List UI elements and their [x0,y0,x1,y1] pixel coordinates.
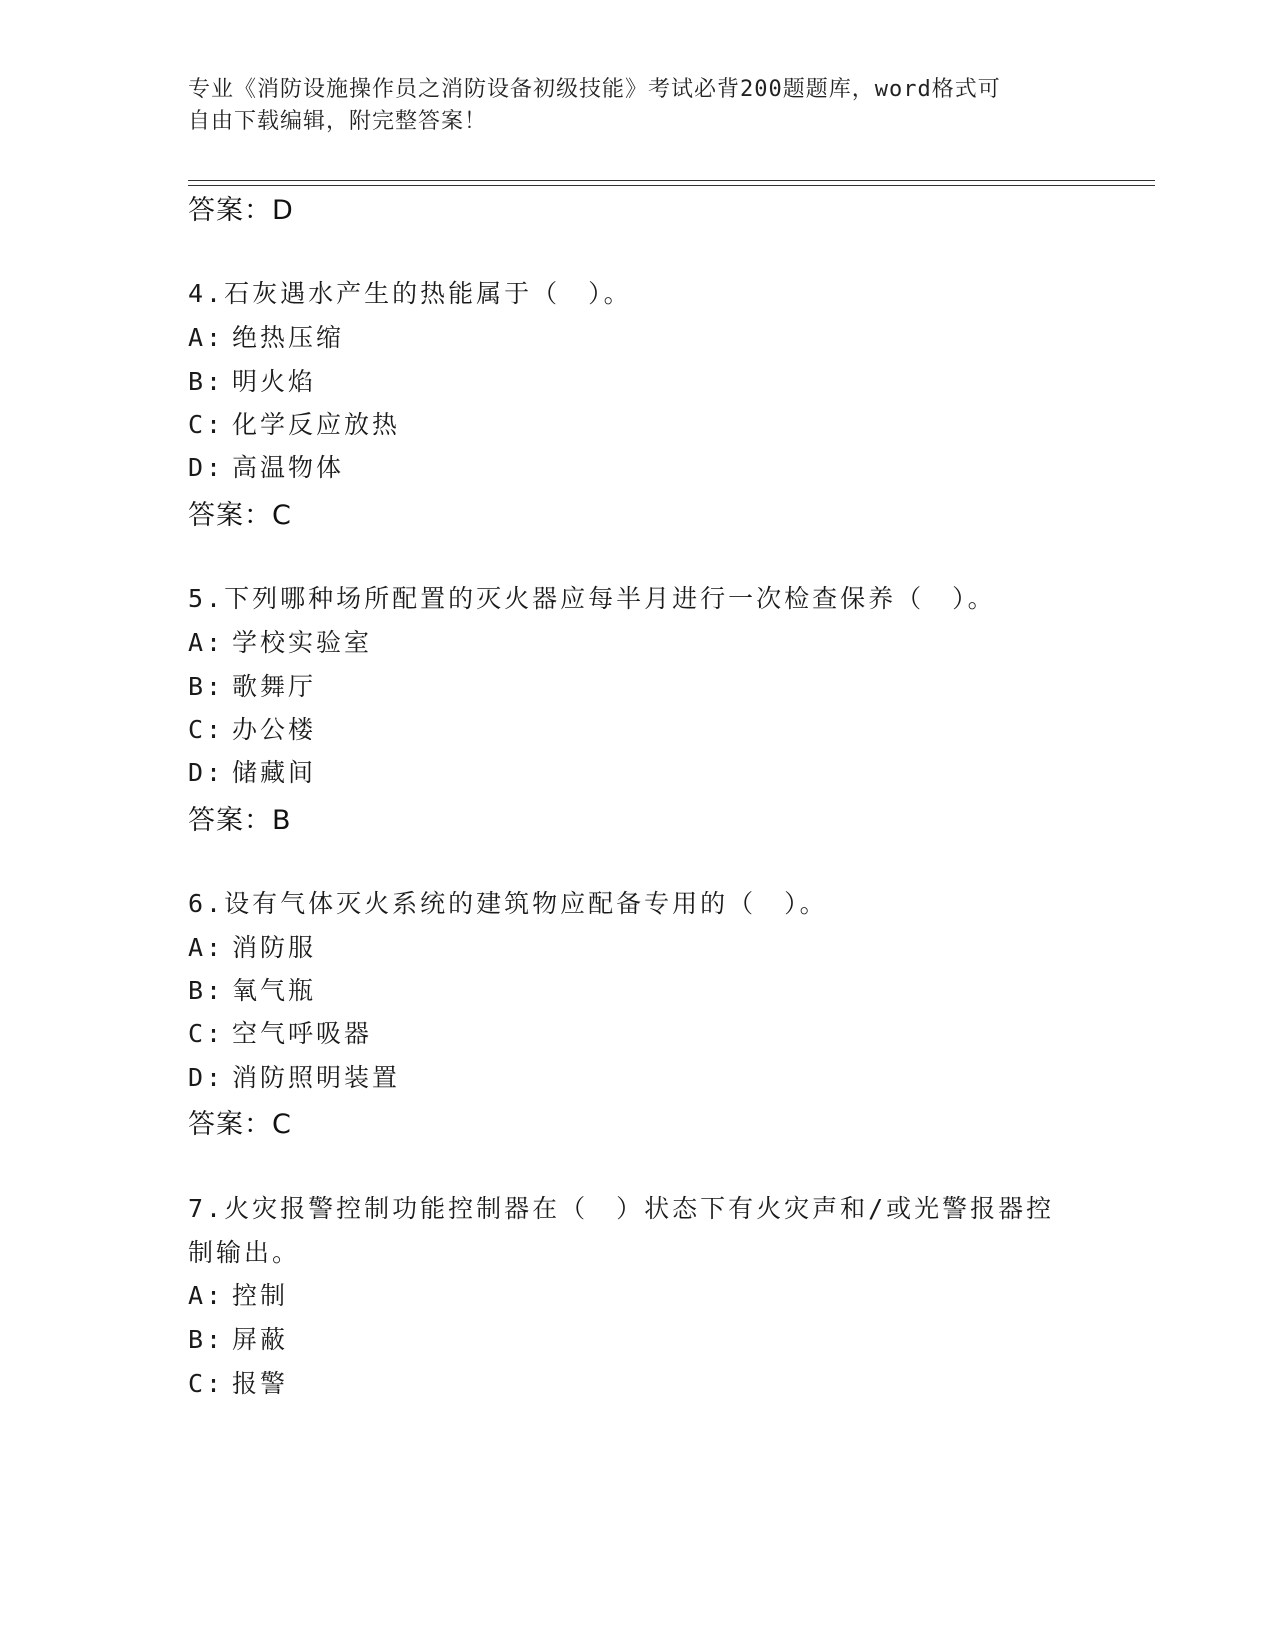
option-text: 歌舞厅 [232,672,317,701]
option-line [188,1364,288,1400]
option-letter: C: [188,1019,225,1048]
option-text: 办公楼 [232,715,317,744]
option-text: 氧气瓶 [232,976,317,1005]
option-letter: B: [188,1325,225,1354]
option-line [188,710,316,746]
question-stem-5: 5.下列哪种场所配置的灭火器应每半月进行一次检查保养（ ）。 [188,584,996,613]
option-letter: C: [188,1369,225,1398]
option-line [188,1276,288,1312]
option-letter: A: [188,628,225,657]
header-line-1: 专业《消防设施操作员之消防设备初级技能》考试必背200题题库，word格式可 [188,77,1001,102]
option-line [188,667,316,703]
answer-line-q5: 答案：B [188,805,292,836]
option-line [188,1320,288,1356]
option-letter: D: [188,1063,225,1092]
question-stem-7-line-2: 制输出。 [188,1238,301,1267]
option-letter: B: [188,976,225,1005]
option-letter: A: [188,323,225,352]
header-line-2: 自由下载编辑，附完整答案！ [188,109,488,134]
option-text: 储藏间 [232,758,317,787]
option-line [188,318,344,354]
option-line [188,362,316,398]
option-line [188,405,400,441]
option-text: 化学反应放热 [232,410,401,439]
option-line [188,971,316,1007]
option-line [188,1014,372,1050]
option-text: 消防服 [232,933,317,962]
answer-line-q6: 答案：C [188,1109,292,1140]
option-text: 绝热压缩 [232,323,345,352]
option-text: 明火焰 [232,367,317,396]
option-letter: B: [188,672,225,701]
option-line [188,928,316,964]
question-stem-6: 6.设有气体灭火系统的建筑物应配备专用的（ ）。 [188,889,828,918]
option-text: 控制 [232,1281,289,1310]
header-divider-top [188,180,1155,181]
option-text: 高温物体 [232,453,345,482]
answer-line-q4: 答案：C [188,500,292,531]
option-letter: A: [188,933,225,962]
option-line [188,1058,400,1094]
option-line [188,623,372,659]
option-text: 空气呼吸器 [232,1019,373,1048]
option-text: 学校实验室 [232,628,373,657]
option-line [188,448,344,484]
option-letter: D: [188,758,225,787]
option-text: 屏蔽 [232,1325,289,1354]
option-letter: B: [188,367,225,396]
option-text: 报警 [232,1369,289,1398]
option-text: 消防照明装置 [232,1063,401,1092]
document-header [188,74,1068,138]
header-divider-bottom [188,185,1155,186]
option-line [188,753,316,789]
option-letter: A: [188,1281,225,1310]
option-letter: D: [188,453,225,482]
option-letter: C: [188,410,225,439]
question-stem-4: 4.石灰遇水产生的热能属于（ ）。 [188,279,632,308]
answer-line-q3: 答案：D [188,195,294,226]
option-letter: C: [188,715,225,744]
question-stem-7-line-1: 7.火灾报警控制功能控制器在（ ）状态下有火灾声和/或光警报器控 [188,1194,1055,1223]
